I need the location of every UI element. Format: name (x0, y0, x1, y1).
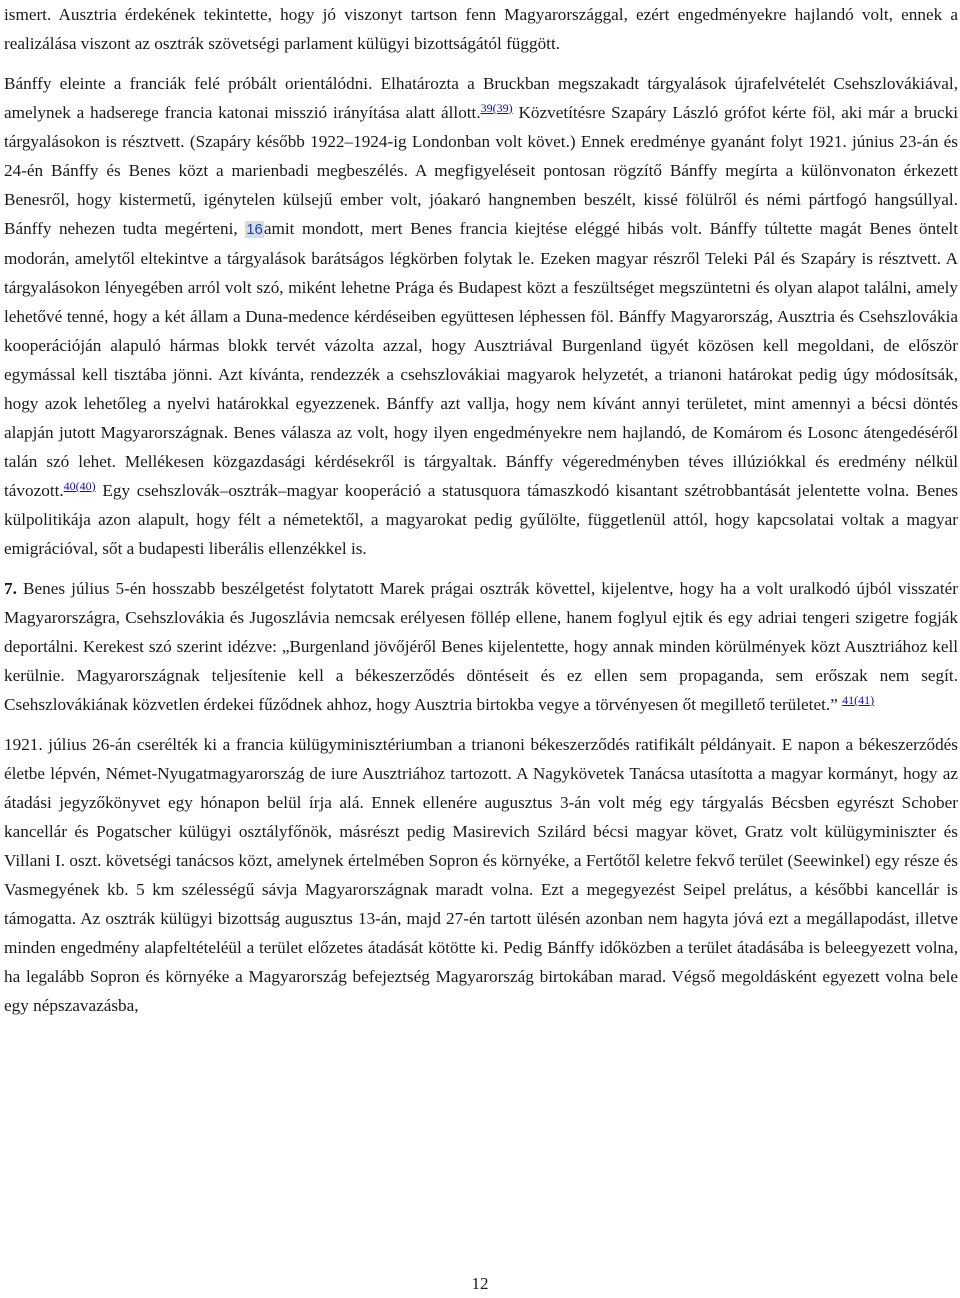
paragraph-gap (4, 719, 958, 730)
footnote-link-41[interactable]: 41(41) (842, 693, 875, 707)
paragraph-1-text: ismert. Ausztria érdekének tekintette, hogy jó viszonyt tartson fenn Magyarországgal, ezért engedményekre hajlandó volt, ennek a realizálása viszont az osztrák szövetségi parlament külügyi bizottságától függött. (4, 5, 958, 53)
section-number: 7. (4, 579, 17, 598)
paragraph-3-segment-1: Benes július 5-én hosszabb beszélgetést folytatott Marek prágai osztrák követtel, kijelentve, hogy ha a volt uralkodó újból visszatér Magyarországra, Csehszlovákia és Jugoszlávia nemcsak erélyesen föllép ellene, hanem foglyul ejtik és egy adriai tengeri szigetre fogják deportálni. Kerekest szó szerint idézve: „Burgenland jövőjéről Benes kijelentette, hogy annak minden körülmények közt Ausztriához kell kerülnie. Magyarországnak teljesítenie kell a békeszerződés döntéseit és ez ellen sem propaganda, sem erőszak nem segít. Csehszlovákiának közvetlen érdekei fűződnek ahhoz, hogy Ausztria birtokba vegye a törvényesen őt megillető területet.” (4, 579, 958, 714)
paragraph-4 (4, 730, 958, 1020)
paragraph-2-segment-3: amit mondott, mert Benes francia kiejtése eléggé hibás volt. Bánffy túltette magát Benes öntelt modorán, amelytől eltekintve a tárgyalások barátságos légkörben folytak le. Ezeken magyar részről Teleki Pál és Szapáry is résztvett. A tárgyalásokon lényegében arról volt szó, miként lehetne Prága és Budapest közt a feszültséget megszüntetni és olyan alapot találni, amely lehetővé tenné, hogy a két állam a Duna-medence kérdéseiben együttesen léphessen föl. Bánffy Magyarország, Ausztria és Csehszlovákia kooperációján alapuló hármas blokk tervét vázolta azzal, hogy Ausztriával Burgenland ügyét közösen kell megoldani, de először egymással kell tisztába jönni. Azt kívánta, rendezzék a csehszlovákiai magyarok helyzetét, a trianoni határokat pedig úgy módosítsák, hogy azok lehetőleg a nyelvi határokkal egyezzenek. Bánffy azt vallja, hogy nem kívánt annyi területet, mint amennyi a bécsi döntés alapján jutott Magyarországnak. Benes válasza az volt, hogy ilyen engedményekre nem hajlandó, de Komárom és Losonc átengedéséről talán szó lehet. Mellékesen közgazdasági kérdésekről is tárgyaltak. Bánffy végeredményben téves illúziókkal és eredmény nélkül távozott. (4, 219, 958, 500)
footnote-link-40[interactable]: 40(40) (63, 479, 96, 493)
page-number: 12 (471, 1274, 489, 1293)
paragraph-4-text: 1921. július 26-án cserélték ki a francia külügyminisztériumban a trianoni békeszerződés ratifikált példányait. E napon a békeszerződés életbe lépvén, Német-Nyugatmagyarország de iure Ausztriához tartozott. A Nagykövetek Tanácsa utasította a magyar kormányt, hogy az átadási jegyzőkönyvet egy hónapon belül írja alá. Ennek ellenére augusztus 3-án volt még egy tárgyalás Bécsben egyrészt Schober kancellár és Pogatscher külügyi osztályfőnök, másrészt pedig Masirevich Szilárd bécsi magyar követ, Gratz volt külügyminiszter és Villani I. oszt. követségi tanácsos közt, amelynek értelmében Sopron és környéke, a Fertőtől keletre fekvő terület (Seewinkel) egy része és Vasmegyének kb. 5 km szélességű sávja Magyarországnak maradt volna. Ezt a megegyezést Seipel prelátus, a későbbi kancellár is támogatta. Az osztrák külügyi bizottság augusztus 13-án, majd 27-én tartott ülésén azonban nem hagyta jóvá ezt a megállapodást, illetve minden engedmény alapfeltételéül a terület előzetes átadását kötötte ki. Pedig Bánffy időközben a terület átadásába is beleegyezett volna, ha legalább Sopron és környéke a Magyarország befejeztség Magyarország birtokában marad. Végső megoldásként egyezett volna bele egy népszavazásba, (4, 735, 958, 1015)
page-marker: 16 (246, 221, 263, 238)
paragraph-2-segment-2: Közvetítésre Szapáry László grófot kérte föl, aki már a brucki tárgyalásokon is résztvett. (Szapáry később 1922–1924-ig Londonban volt követ.) Ennek eredménye gyanánt folyt 1921. június 23-án és 24-én Bánffy és Benes közt a marienbadi megbeszélés. A megfigyeléseit pontosan rögzítő Bánffy megírta a különvonaton érkezett Benesről, hogy kistermetű, igénytelen külsejű ember volt, jóakaró hangnemben beszélt, kissé fölülről és némi pártfogó hangsúllyal. Bánffy nehezen tudta megérteni, (4, 103, 958, 238)
paragraph-3 (4, 574, 958, 719)
document-page (4, 0, 958, 1020)
footnote-link-39[interactable]: 39(39) (480, 101, 513, 115)
paragraph-2-segment-1: Bánffy eleinte a franciák felé próbált orientálódni. Elhatározta a Bruckban megszakadt tárgyalások újrafelvételét Csehszlovákiával, amelynek a hadserege francia katonai misszió irányítása alatt állott. (4, 74, 958, 122)
paragraph-2-segment-4: Egy csehszlovák–osztrák–magyar kooperáció a statusquora támaszkodó kisantant szétrobbantását jelentette volna. Benes külpolitikája azon alapult, hogy félt a németektől, a magyarokat pedig gyűlölte, függetlenül attól, hogy kapcsolatai voltak a magyar emigrációval, sőt a budapesti liberális ellenzékkel is. (4, 481, 958, 558)
paragraph-2 (4, 69, 958, 563)
paragraph-gap (4, 563, 958, 574)
paragraph-gap (4, 58, 958, 69)
paragraph-1 (4, 0, 958, 58)
